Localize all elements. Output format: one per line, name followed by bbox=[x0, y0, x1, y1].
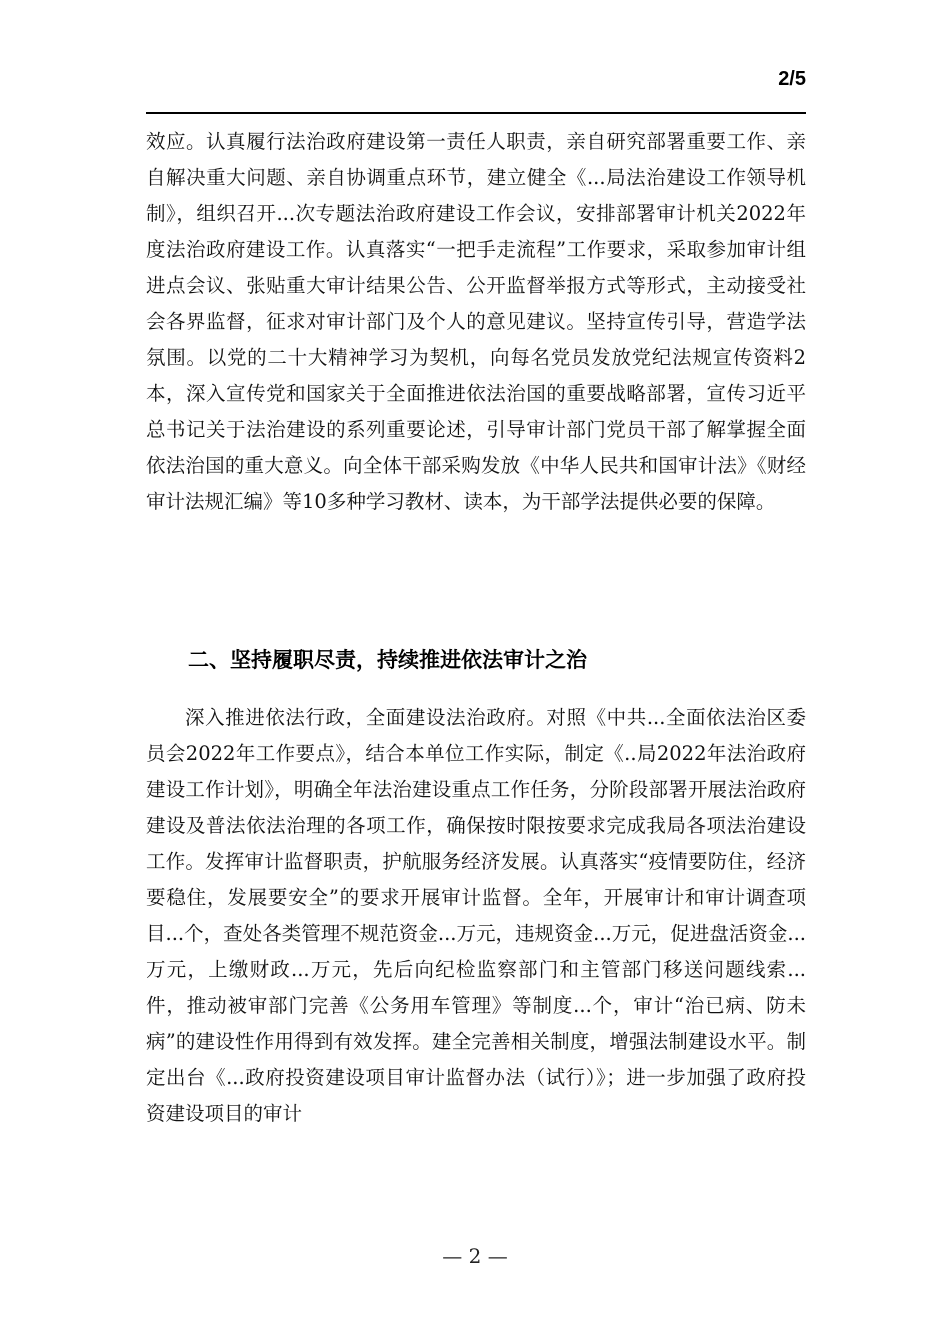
footer-page-number: — 2 — bbox=[442, 1244, 508, 1268]
header-divider bbox=[146, 112, 806, 114]
page-counter: 2/5 bbox=[778, 68, 806, 90]
section-heading: 二、坚持履职尽责，持续推进依法审计之治 bbox=[188, 648, 587, 672]
paragraph-continued: 效应。认真履行法治政府建设第一责任人职责，亲自研究部署重要工作、亲自解决重大问题、亲自协调重点环节，建立健全《...局法治建设工作领导机制》，组织召开...次专题法治政府建设工作会议，安排部署审计机关2022年度法治政府建设工作。认真落实“一把手走流程”工作要求，采取参加审计组进点会议、张贴重大审计结果公告、公开监督举报方式等形式，主动接受社会各界监督，征求对审计部门及个人的意见建议。坚持宣传引导，营造学法氛围。以党的二十大精神学习为契机，向每名党员发放党纪法规宣传资料2本，深入宣传党和国家关于全面推进依法治国的重要战略部署，宣传习近平总书记关于法治建设的系列重要论述，引导审计部门党员干部了解掌握全面依法治国的重大意义。向全体干部采购发放《中华人民共和国审计法》《财经审计法规汇编》等10多种学习教材、读本，为干部学法提供必要的保障。 bbox=[146, 130, 806, 513]
paragraph-section-2: 深入推进依法行政，全面建设法治政府。对照《中共...全面依法治区委员会2022年工作要点》，结合本单位工作实际，制定《..局2022年法治政府建设工作计划》，明确全年法治建设重点工作任务，分阶段部署开展法治政府建设及普法依法治理的各项工作，确保按时限按要求完成我局各项法治建设工作。发挥审计监督职责，护航服务经济发展。认真落实“疫情要防住，经济要稳住，发展要安全”的要求开展审计监督。全年，开展审计和审计调查项目...个，查处各类管理不规范资金...万元，违规资金...万元，促进盘活资金...万元，上缴财政...万元，先后向纪检监察部门和主管部门移送问题线索...件，推动被审部门完善《公务用车管理》等制度...个，审计“治已病、防未病”的建设性作用得到有效发挥。建全完善相关制度，增强法制建设水平。制定出台《...政府投资建设项目审计监督办法（试行）》；进一步加强了政府投资建设项目的审计 bbox=[146, 706, 806, 1125]
